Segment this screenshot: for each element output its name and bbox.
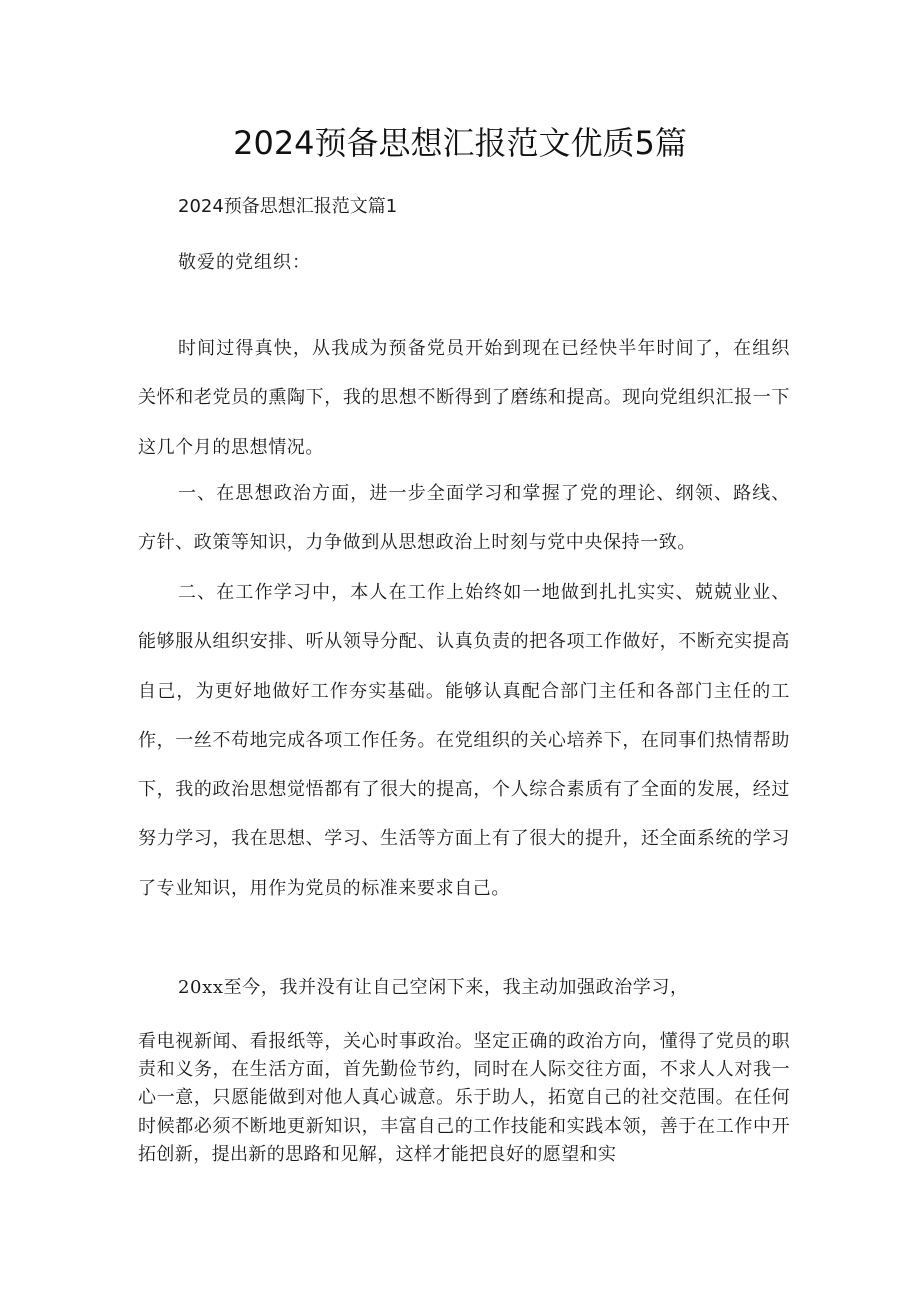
paragraph-work-study: 二、在工作学习中，本人在工作上始终如一地做到扎扎实实、兢兢业业、能够服从组织安排、听从领导分配、认真负责的把各项工作做好，不断充实提高自己，为更好地做好工作夯实基础。能够认真配合部门主任和各部门主任的工作，一丝不苟地完成各项工作任务。在党组织的关心培养下，在同事们热情帮助下，我的政治思想觉悟都有了很大的提高，个人综合素质有了全面的发展，经过努力学习，我在思想、学习、生活等方面上有了很大的提升，还全面系统的学习了专业知识，用作为党员的标准来要求自己。 [138,582,790,899]
paragraph-politics: 一、在思想政治方面，进一步全面学习和掌握了党的理论、纲领、路线、方针、政策等知识，力争做到从思想政治上时刻与党中央保持一致。 [138,483,790,554]
paragraph-intro: 时间过得真快，从我成为预备党员开始到现在已经快半年时间了，在组织关怀和老党员的熏陶下，我的思想不断得到了磨练和提高。现向党组织汇报一下这几个月的思想情况。 [138,338,790,458]
paragraph-continuation: 看电视新闻、看报纸等，关心时事政治。坚定正确的政治方向，懂得了党员的职责和义务，在生活方面，首先勤俭节约，同时在人际交往方面，不求人人对我一心一意，只愿能做到对他人真心诚意。乐于助人，拓宽自己的社交范围。在任何时候都必须不断地更新知识，丰富自己的工作技能和实践本领，善于在工作中开拓创新，提出新的思路和见解，这样才能把良好的愿望和实 [138,1031,790,1165]
page-title: 2024预备思想汇报范文优质5篇 [233,124,687,162]
salutation: 敬爱的党组织： [178,252,311,273]
section-heading: 2024预备思想汇报范文篇1 [178,196,398,217]
paragraph-since: 20xx至今，我并没有让自己空闲下来，我主动加强政治学习， [178,977,689,998]
